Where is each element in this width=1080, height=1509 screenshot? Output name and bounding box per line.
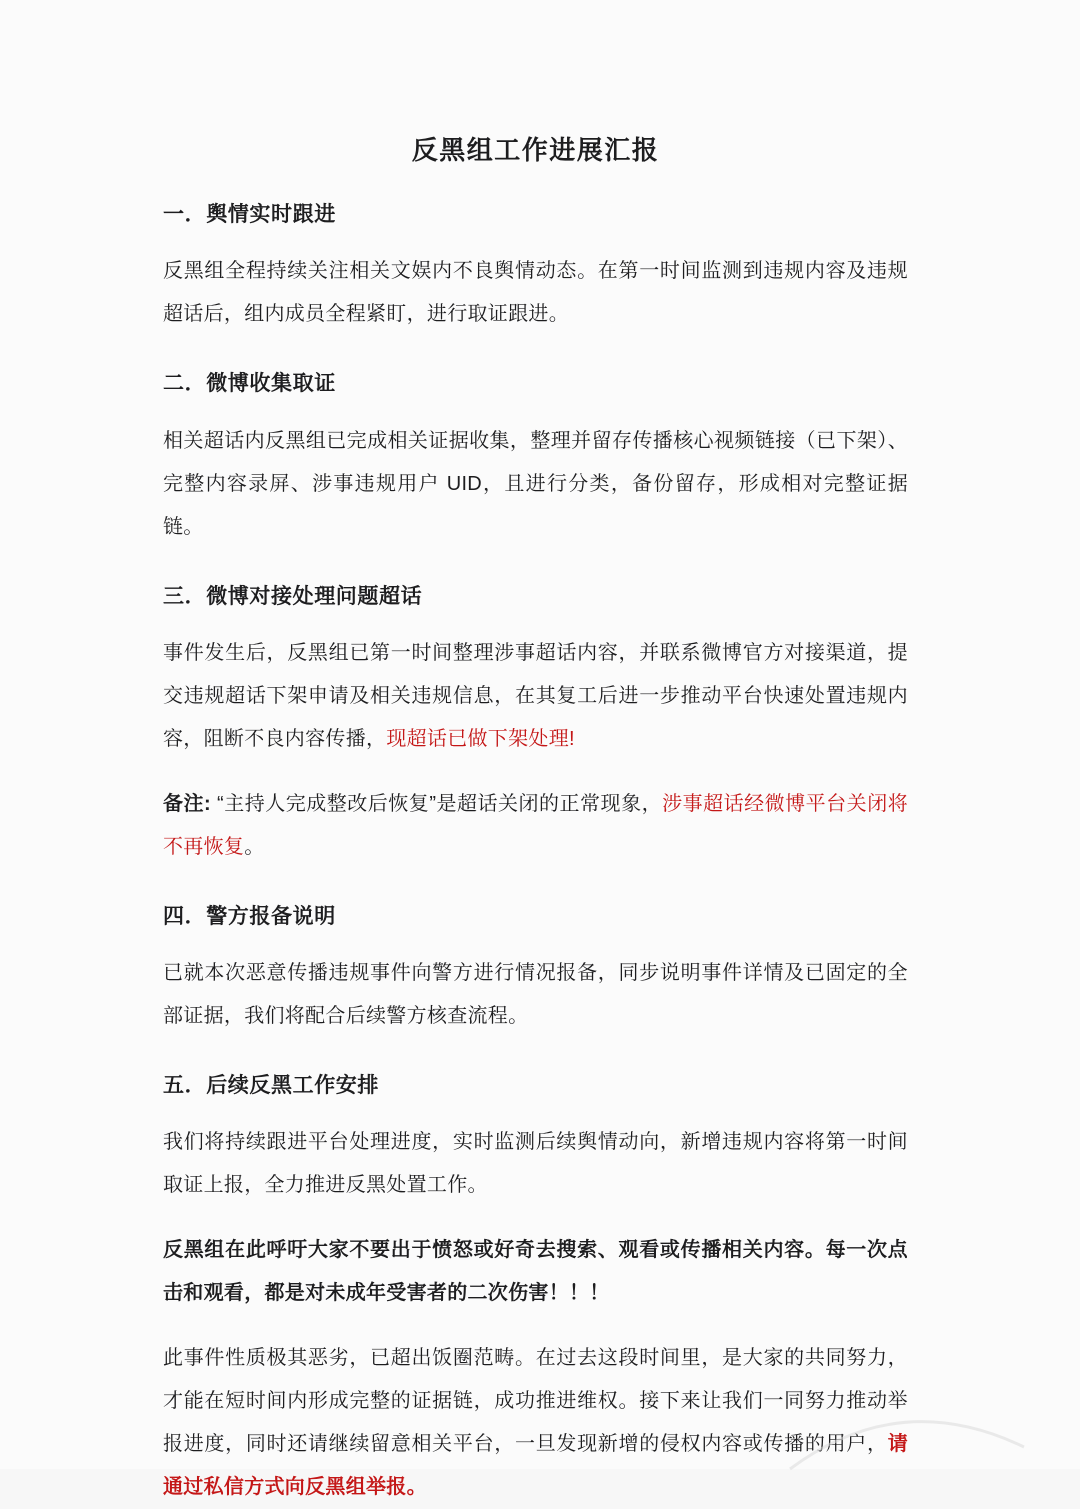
paragraph [163,250,908,336]
text-run: 二．微博收集取证 [163,372,336,396]
text-run: 。 [244,835,265,858]
text-run: 一．舆情实时跟进 [163,203,336,226]
text-run: 备注: [163,792,211,815]
document-body [163,201,908,1509]
paragraph [163,1121,908,1207]
text-run: 现超话已做下架处理! [386,727,575,750]
text-run: 反黑组全程持续关注相关文娱内不良舆情动态。在第一时间监测到违规内容及违规超话后，组内成员全程紧盯，进行取证跟进。 [163,260,908,326]
text-run: 涉事超话经微博平台关闭将不再恢复 [163,792,908,858]
section-heading [163,1072,908,1099]
text-run: 相关超话内反黑组已完成相关证据收集，整理并留存传播核心视频链接（已下架）、完整内容录屏、涉事违规用户 UID，且进行分类，备份留存，形成相对完整证据链。 [163,429,908,538]
text-run: 事件发生后，反黑组已第一时间整理涉事超话内容，并联系微博官方对接渠道，提交违规超话下架申请及相关违规信息，在其复工后进一步推动平台快速处置违规内容，阻断不良内容传播， [163,641,908,750]
text-run: 我们将持续跟进平台处理进度，实时监测后续舆情动向，新增违规内容将第一时间取证上报，全力推进反黑处置工作。 [163,1131,908,1197]
text-run: 此事件性质极其恶劣，已超出饭圈范畴。在过去这段时间里，是大家的共同努力，才能在短时间内形成完整的证据链，成功推进维权。接下来让我们一同努力推动举报进度，同时还请继续留意相关平台，一旦发现新增的侵权内容或传播的用户， [163,1347,908,1456]
paragraph [163,632,908,761]
text-run: 请通过私信方式向反黑组举报。 [163,1433,908,1499]
paragraph [163,420,908,549]
text-run: “主持人完成整改后恢复”是超话关闭的正常现象， [210,792,663,815]
section-heading [163,201,908,228]
section-heading [163,903,908,930]
text-run: 反黑组在此呼吁大家不要出于愤怒或好奇去搜索、观看或传播相关内容。每一次点击和观看，都是对未成年受害者的二次伤害！！！ [163,1239,908,1305]
paragraph [163,783,908,869]
paragraph [163,1229,908,1315]
watermark-curve [782,1413,1032,1477]
paragraph [163,952,908,1038]
text-run: 五．后续反黑工作安排 [163,1074,379,1098]
text-run: 三．微博对接处理问题超话 [163,584,423,608]
document-title: 反黑组工作进展汇报 [411,135,660,165]
text-run: 四．警方报备说明 [163,904,336,928]
text-run: 已就本次恶意传播违规事件向警方进行情况报备，同步说明事件详情及已固定的全部证据，我们将配合后续警方核查流程。 [163,962,908,1028]
section-heading [163,370,908,397]
section-heading [163,583,908,610]
